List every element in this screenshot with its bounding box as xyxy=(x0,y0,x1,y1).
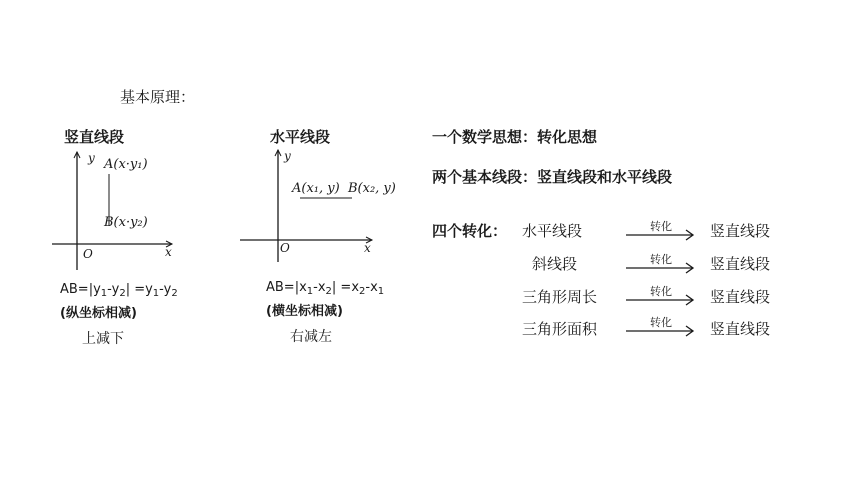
right-arrow-icon xyxy=(624,218,696,244)
segments-line: 两个基本线段：竖直线段和水平线段 xyxy=(432,168,673,186)
conversion-from-1: 斜线段 xyxy=(532,255,578,273)
vertical-origin-label: O xyxy=(83,247,93,261)
conversions-heading: 四个转化： xyxy=(432,222,508,240)
conversion-to-0: 竖直线段 xyxy=(710,222,771,240)
subscript: 1 xyxy=(306,286,314,297)
subscript: 1 xyxy=(100,288,108,299)
vertical-rule: 上减下 xyxy=(82,331,124,347)
vertical-formula-part: AB=|y xyxy=(60,282,101,297)
conversion-to-2: 竖直线段 xyxy=(710,288,771,306)
thought-line: 一个数学思想：转化思想 xyxy=(432,128,598,146)
vertical-formula-part: -y xyxy=(159,282,172,297)
conversion-from-2: 三角形周长 xyxy=(522,288,598,306)
arrow-2 xyxy=(624,283,696,309)
arrow-label-1: 转化 xyxy=(650,253,672,266)
horizontal-point-a: A(x₁, y) xyxy=(292,181,340,196)
vertical-point-a: A(x·y₁) xyxy=(104,157,148,172)
arrow-1 xyxy=(624,251,696,277)
horizontal-formula-part: | =x xyxy=(331,280,360,295)
subscript: 2 xyxy=(119,288,126,299)
horizontal-section-title: 水平线段 xyxy=(270,128,331,146)
conversion-to-1: 竖直线段 xyxy=(710,255,771,273)
horizontal-origin-label: O xyxy=(280,241,290,255)
subscript: 1 xyxy=(377,286,385,297)
subscript: 2 xyxy=(171,288,178,299)
arrow-0 xyxy=(624,218,696,244)
horizontal-x-axis-label: x xyxy=(364,241,371,255)
vertical-section-title: 竖直线段 xyxy=(64,128,125,146)
horizontal-note: (横坐标相减) xyxy=(266,304,343,319)
vertical-point-b: B(x·y₂) xyxy=(104,215,148,230)
right-arrow-icon xyxy=(624,251,696,277)
horizontal-formula-part: -x xyxy=(313,280,326,295)
horizontal-y-axis-label: y xyxy=(284,149,291,163)
horizontal-formula-part: -x xyxy=(365,280,378,295)
horizontal-segment-diagram xyxy=(238,146,398,270)
arrow-label-0: 转化 xyxy=(650,220,672,233)
vertical-segment-diagram xyxy=(50,148,200,278)
right-arrow-icon xyxy=(624,283,696,309)
vertical-formula-part: -y xyxy=(107,282,120,297)
horizontal-formula xyxy=(266,280,384,297)
subscript: 2 xyxy=(325,286,332,297)
vertical-formula-part: | =y xyxy=(125,282,153,297)
horizontal-formula-part: AB=|x xyxy=(266,280,307,295)
horizontal-rule: 右减左 xyxy=(290,329,332,345)
subscript: 2 xyxy=(359,286,366,297)
arrow-label-3: 转化 xyxy=(650,316,672,329)
subscript: 1 xyxy=(152,288,160,299)
conversion-from-3: 三角形面积 xyxy=(522,320,598,338)
vertical-x-axis-label: x xyxy=(165,245,172,259)
right-arrow-icon xyxy=(624,314,696,340)
vertical-formula xyxy=(60,282,178,299)
conversion-from-0: 水平线段 xyxy=(522,222,583,240)
page-title: 基本原理： xyxy=(120,88,196,106)
arrow-label-2: 转化 xyxy=(650,285,672,298)
conversion-to-3: 竖直线段 xyxy=(710,320,771,338)
horizontal-point-b: B(x₂, y) xyxy=(348,181,396,196)
arrow-3 xyxy=(624,314,696,340)
vertical-note: (纵坐标相减) xyxy=(60,306,137,321)
vertical-y-axis-label: y xyxy=(88,151,95,165)
